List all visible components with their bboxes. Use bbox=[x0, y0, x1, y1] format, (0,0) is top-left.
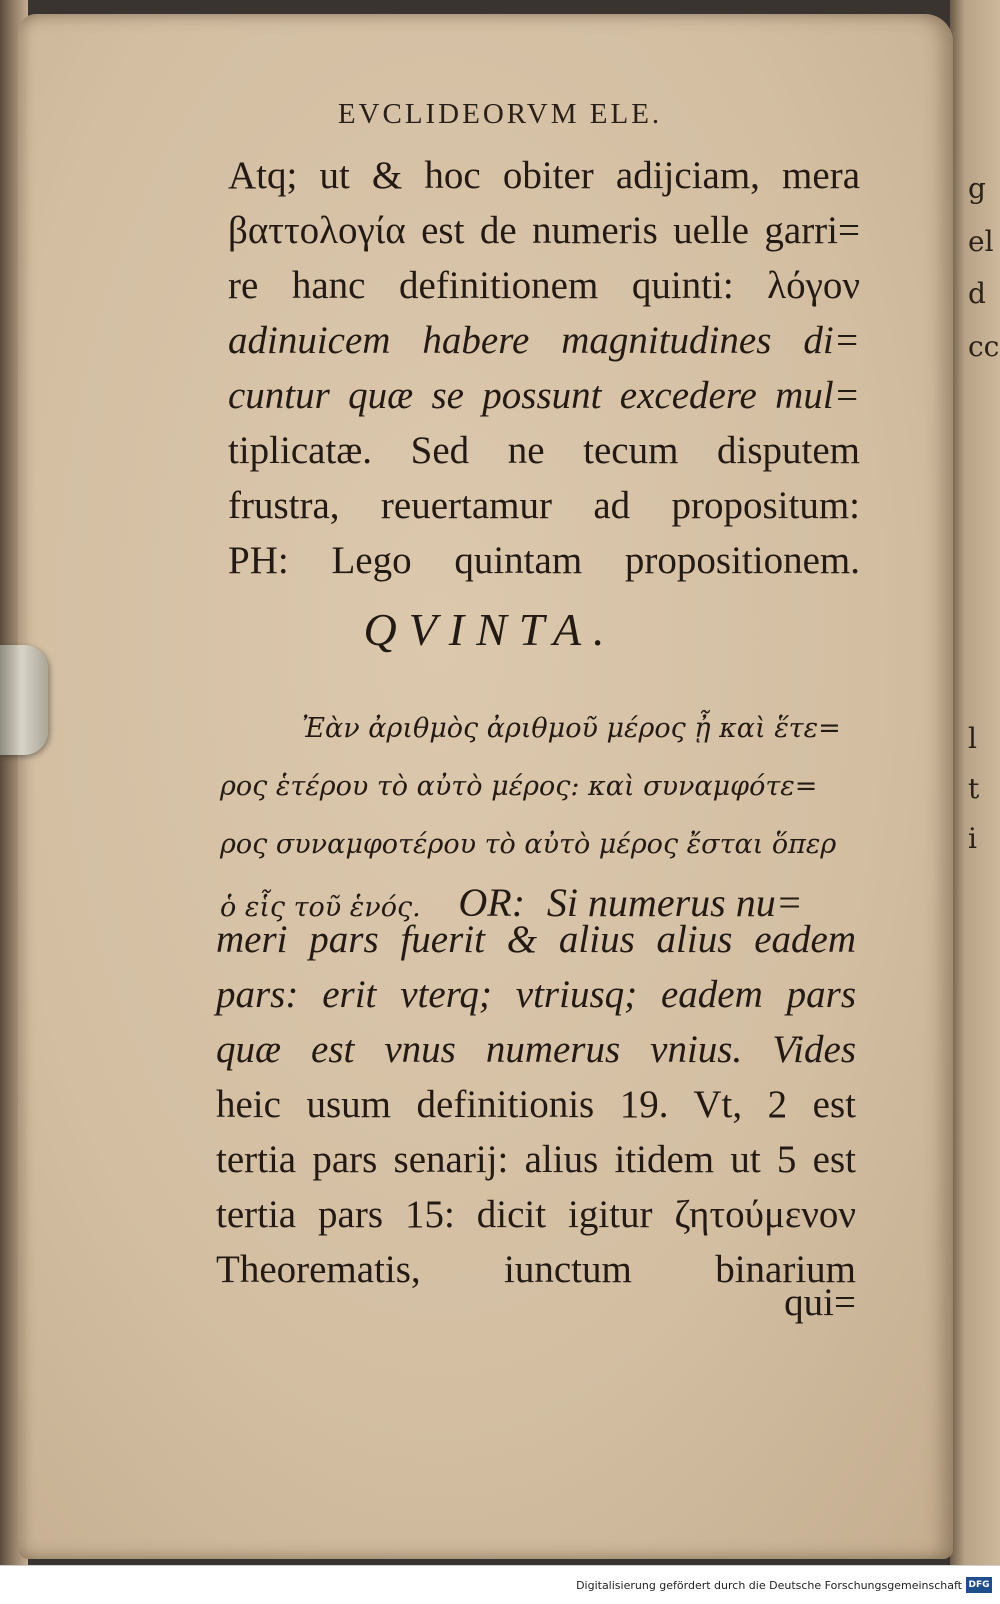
text-line: quæ est vnus numerus vnius. Vides bbox=[216, 1028, 856, 1071]
text-line: adinuicem habere magnitudines di= bbox=[228, 319, 860, 362]
text-line: tiplicatæ. Sed ne tecum disputem bbox=[228, 429, 860, 472]
greek-line: ὁ εἷς τοῦ ἑνός. bbox=[220, 892, 421, 923]
greek-proposition bbox=[220, 700, 856, 932]
running-head: EVCLIDEORVM ELE. bbox=[337, 98, 663, 130]
dfg-logo: DFG bbox=[966, 1577, 992, 1593]
greek-line: Ἐὰν ἀριθμὸς ἀριθμοῦ μέρος ᾖ καὶ ἕτε= bbox=[302, 713, 841, 744]
footer-bar bbox=[0, 1565, 1000, 1604]
facing-page-fragment: i bbox=[968, 822, 977, 855]
paragraph-2 bbox=[216, 912, 856, 1297]
facing-page-fragment: d bbox=[968, 277, 986, 310]
facing-page-fragment: cc bbox=[968, 330, 1000, 363]
facing-page-fragment: g bbox=[968, 172, 986, 205]
page-clip bbox=[0, 645, 48, 755]
greek-line: ρος ἑτέρου τὸ αὐτὸ μέρος: καὶ συναμφότε= bbox=[220, 771, 818, 802]
translator-label: OR: bbox=[458, 880, 526, 925]
text-line: Theorematis, iunctum binarium bbox=[216, 1248, 856, 1291]
text-line: tertia pars 15: dicit igitur ζητούμενον bbox=[216, 1193, 856, 1236]
text-line: re hanc definitionem quinti: λόγον bbox=[228, 264, 860, 307]
text-line: tertia pars senarij: alius itidem ut 5 est bbox=[216, 1138, 856, 1181]
facing-page-fragment: l bbox=[968, 722, 977, 755]
text-line: cuntur quæ se possunt excedere mul= bbox=[228, 374, 860, 417]
text-line: Si numerus nu= bbox=[546, 880, 803, 925]
text-line: heic usum definitionis 19. Vt, 2 est bbox=[216, 1083, 856, 1126]
paragraph-1 bbox=[228, 148, 860, 588]
facing-page-fragment: el bbox=[968, 225, 994, 258]
text-line: βαττολογία est de numeris uelle garri= bbox=[228, 209, 860, 252]
text-line: PH: Lego quintam propositionem. bbox=[228, 539, 860, 582]
greek-line: ρος συναμφοτέρου τὸ αὐτὸ μέρος ἔσται ὅπερ bbox=[220, 829, 837, 860]
facing-page-fragment: t bbox=[968, 772, 980, 805]
funding-credit: Digitalisierung gefördert durch die Deutsche Forschungsgemeinschaft bbox=[576, 1579, 962, 1592]
text-line: Atq; ut & hoc obiter adijciam, mera bbox=[228, 154, 860, 197]
section-title: QVINTA. bbox=[363, 604, 617, 655]
text-line: meri pars fuerit & alius alius eadem bbox=[216, 918, 856, 961]
text-line: frustra, reuertamur ad propositum: bbox=[228, 484, 860, 527]
text-line: pars: erit vterq; vtriusq; eadem pars bbox=[216, 973, 856, 1016]
catchword: qui= bbox=[784, 1281, 856, 1324]
